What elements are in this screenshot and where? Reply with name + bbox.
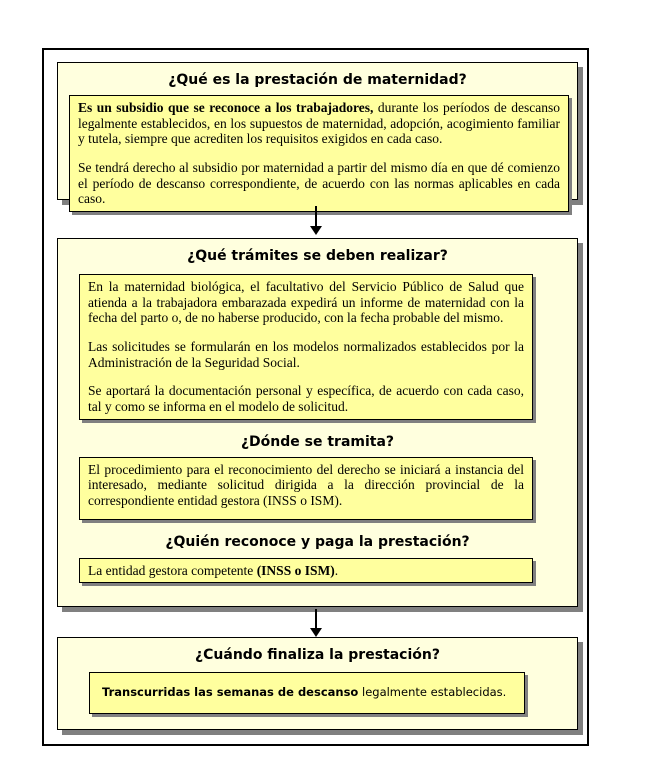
section-title: ¿Qué trámites se deben realizar?: [187, 248, 448, 264]
bold-lead-text: Es un subsidio que se reconoce a los trabajadores,: [78, 100, 374, 115]
paragraph: [78, 100, 560, 147]
body-text: durante los períodos de descanso legalmente establecidos, en los supuestos de maternidad, adopción, acogimiento familiar y tutela, siempre que acrediten los requisitos exigidos en cada caso.: [78, 100, 560, 147]
paragraph: [88, 279, 524, 326]
body-text: El procedimiento para el reconocimiento del derecho se iniciará a instancia del interesado, mediante solicitud dirigida a la dirección provincial de la correspondiente entidad gestora (INSS o ISM).: [88, 461, 524, 508]
info-box-where: [79, 457, 533, 520]
arrow-down-icon: [44, 200, 587, 238]
arrow-stem: [315, 206, 317, 226]
arrow-head: [310, 628, 322, 637]
arrow-stem: [315, 609, 317, 628]
info-box-definition: [69, 95, 569, 212]
body-text: Se aportará la documentación personal y específica, de acuerdo con cada caso, tal y como se informa en el modelo de solicitud.: [88, 383, 524, 414]
body-text: Las solicitudes se formularán en los modelos normalizados establecidos por la Administración de la Seguridad Social.: [88, 338, 524, 370]
paragraph: [88, 462, 524, 509]
info-box-procedures: [79, 274, 533, 420]
subsection-title-who: ¿Quién reconoce y paga la prestación?: [165, 533, 470, 550]
paragraph: [102, 686, 506, 699]
section-procedures: [57, 238, 578, 607]
body-text: Se tendrá derecho al subsidio por maternidad a partir del mismo día en que dé comienzo el período de descanso correspondiente, de acuerdo con las normas aplicables en cada caso.: [78, 159, 560, 207]
paragraph: [88, 563, 524, 579]
section-title: ¿Qué es la prestación de maternidad?: [168, 72, 467, 88]
bold-lead-text: Transcurridas las semanas de descanso: [102, 685, 359, 700]
paragraph: [88, 339, 524, 370]
section-title: ¿Cuándo finaliza la prestación?: [195, 647, 440, 663]
info-box-end: [89, 672, 525, 714]
arrow-head: [310, 226, 322, 235]
body-text: legalmente establecidas.: [358, 685, 507, 700]
arrow-down-icon: [44, 607, 587, 637]
subsection-title-where: ¿Dónde se tramita?: [240, 433, 395, 450]
body-text: La entidad gestora competente: [88, 562, 257, 578]
info-box-who: [79, 558, 533, 584]
diagram-frame: [42, 48, 589, 746]
section-when-ends: [57, 637, 578, 730]
body-text: En la maternidad biológica, el facultativo del Servicio Público de Salud que atienda a la trabajadora embarazada expedirá un informe de maternidad con la fecha del parto o, de no haberse producido, con la fecha probable del mismo.: [88, 279, 524, 326]
paragraph: [88, 383, 524, 414]
body-text: .: [334, 562, 339, 578]
bold-text: (INSS o ISM): [256, 562, 335, 578]
section-what-is-benefit: [57, 62, 578, 207]
